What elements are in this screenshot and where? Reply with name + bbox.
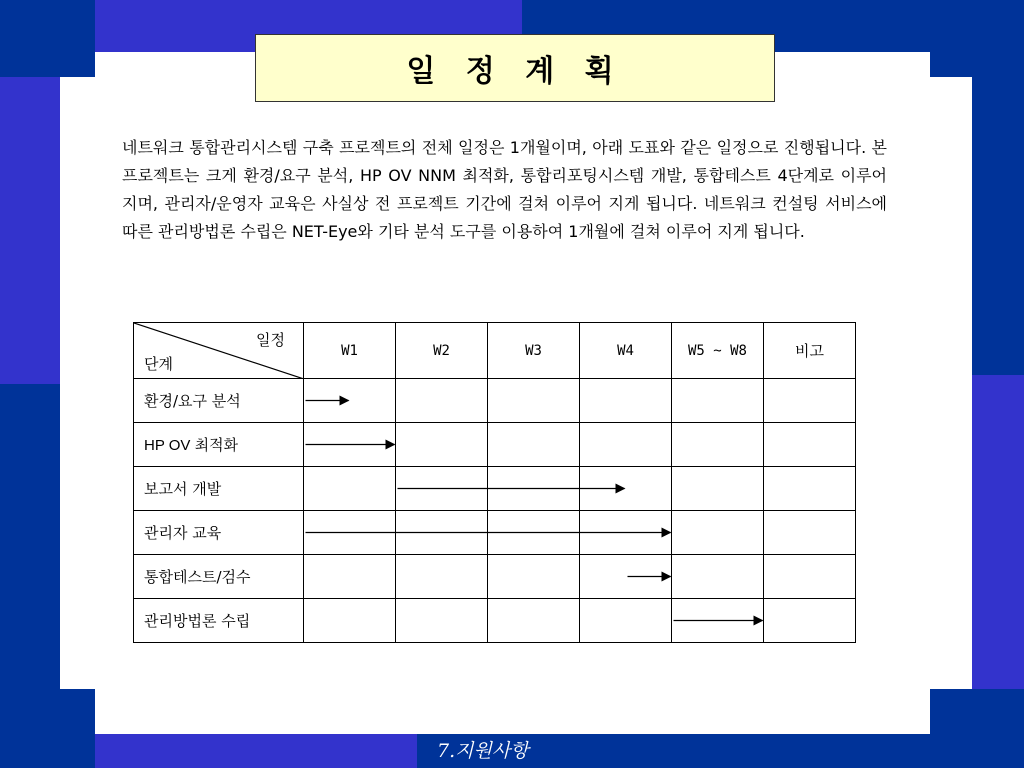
footer-section-label: 7.지원사항	[437, 740, 529, 762]
table-cell	[580, 511, 672, 555]
frame-block-bottom-left	[0, 689, 95, 768]
table-cell	[396, 511, 488, 555]
table-row	[134, 511, 856, 555]
table-cell	[580, 467, 672, 511]
table-cell	[764, 379, 856, 423]
column-header-w1: W1	[304, 323, 396, 379]
column-header-remarks: 비고	[764, 323, 856, 379]
stage-label: 환경/요구 분석	[134, 379, 304, 423]
table-row	[134, 379, 856, 423]
stage-label: 통합테스트/검수	[134, 555, 304, 599]
stage-label: 관리자 교육	[134, 511, 304, 555]
frame-block-bottom-right	[930, 689, 1024, 768]
schedule-table	[133, 322, 856, 643]
column-header-w3: W3	[488, 323, 580, 379]
frame-side-right-lower	[972, 375, 1024, 689]
table-cell	[396, 599, 488, 643]
table-cell	[304, 379, 396, 423]
table-header-row	[134, 323, 856, 379]
table-cell	[488, 555, 580, 599]
column-header-w5-w8: W5 ~ W8	[672, 323, 764, 379]
corner-header-cell	[134, 323, 304, 379]
table-cell	[580, 423, 672, 467]
table-cell	[488, 423, 580, 467]
page-title: 일 정 계 획	[255, 34, 775, 102]
table-cell	[764, 599, 856, 643]
table-cell	[764, 555, 856, 599]
table-row	[134, 467, 856, 511]
table-cell	[488, 467, 580, 511]
table-cell	[304, 423, 396, 467]
table-cell	[580, 379, 672, 423]
frame-block-top-left	[0, 0, 95, 77]
frame-block-top-right	[930, 0, 1024, 77]
table-cell	[672, 423, 764, 467]
table-row	[134, 555, 856, 599]
table-cell	[672, 379, 764, 423]
table-cell	[304, 599, 396, 643]
table-cell	[304, 555, 396, 599]
table-cell	[396, 467, 488, 511]
stage-label: 관리방법론 수립	[134, 599, 304, 643]
corner-label-stage: 단계	[144, 355, 173, 373]
table-cell	[672, 467, 764, 511]
table-row	[134, 423, 856, 467]
table-cell	[672, 599, 764, 643]
table-cell	[764, 467, 856, 511]
table-cell	[764, 511, 856, 555]
frame-side-left-lower	[0, 384, 60, 689]
intro-paragraph: 네트워크 통합관리시스템 구축 프로젝트의 전체 일정은 1개월이며, 아래 도표와 같은 일정으로 진행됩니다. 본 프로젝트는 크게 환경/요구 분석, HP OV NNM 최적화, 통합리포팅시스템 개발, 통합테스트 4단계로 이루어 지며, 관리자/운영자 교육은 사실상 전 프로젝트 기간에 걸쳐 이루어 지게 됩니다. 네트워크 컨설팅 서비스에 따른 관리방법론 수립은 NET-Eye와 기타 분석 도구를 이용하여 1개월에 걸쳐 이루어 지게 됩니다.	[122, 138, 887, 241]
table-cell	[488, 511, 580, 555]
column-header-w2: W2	[396, 323, 488, 379]
table-cell	[304, 511, 396, 555]
table-cell	[396, 423, 488, 467]
table-cell	[396, 555, 488, 599]
table-row	[134, 599, 856, 643]
table-cell	[304, 467, 396, 511]
table-cell	[672, 511, 764, 555]
table-cell	[672, 555, 764, 599]
table-cell	[580, 599, 672, 643]
table-cell	[396, 379, 488, 423]
column-header-w4: W4	[580, 323, 672, 379]
stage-label: HP OV 최적화	[134, 423, 304, 467]
frame-side-left-upper	[0, 77, 60, 384]
corner-label-schedule: 일정	[256, 331, 285, 349]
table-cell	[764, 423, 856, 467]
frame-side-right-upper	[972, 77, 1024, 375]
table-cell	[488, 599, 580, 643]
stage-label: 보고서 개발	[134, 467, 304, 511]
table-cell	[488, 379, 580, 423]
table-cell	[580, 555, 672, 599]
frame-bar-bottom-left	[95, 734, 417, 768]
